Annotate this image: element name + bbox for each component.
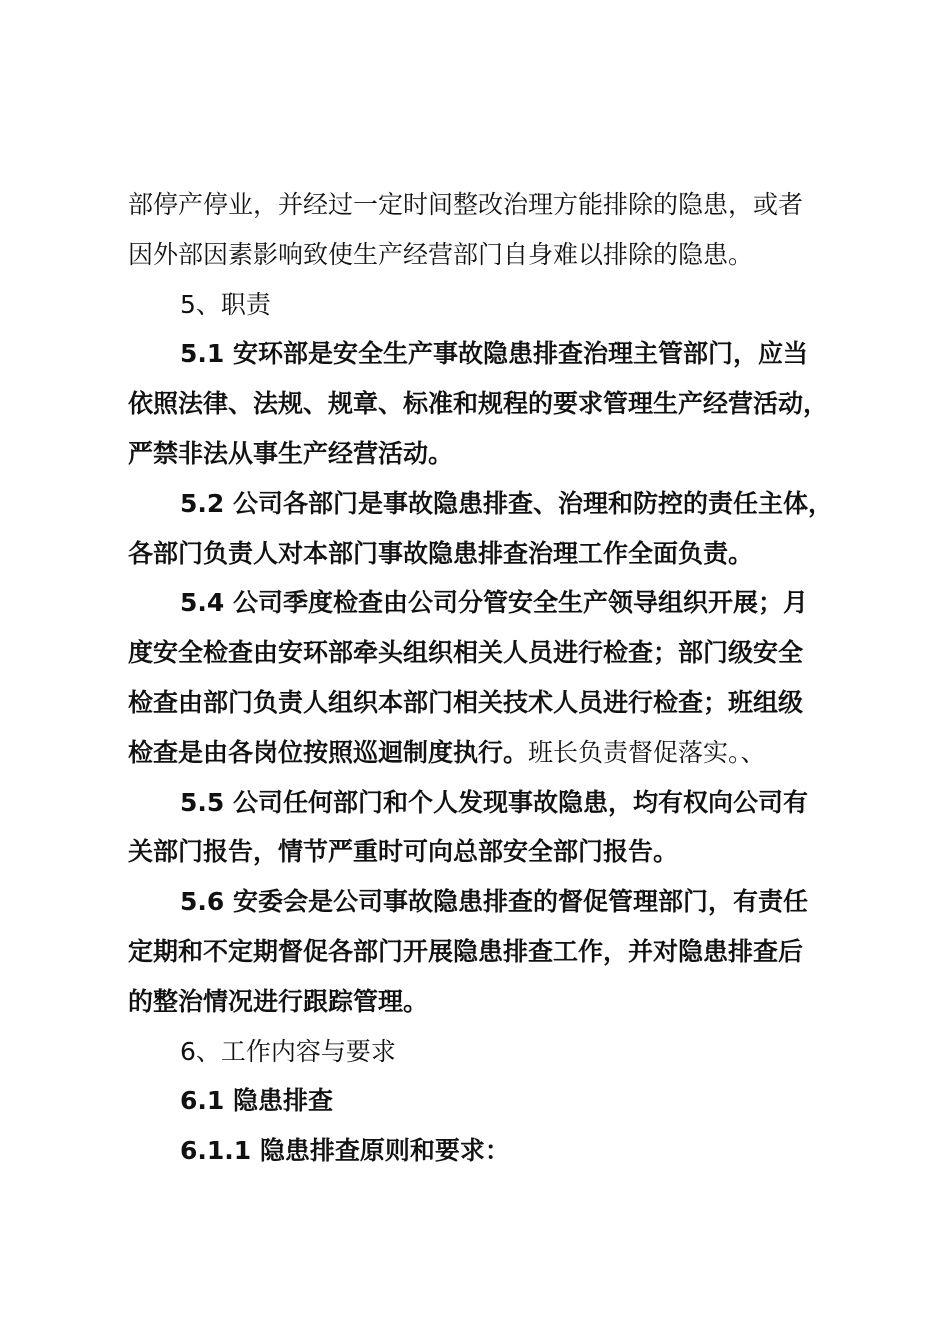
- text-line: 严禁非法从事生产经营活动。: [128, 438, 454, 468]
- text-segment-bold: 检查是由各岗位按照巡迴制度执行。: [128, 737, 529, 767]
- continuation-paragraph: [128, 180, 868, 280]
- section-heading-5: 5、职责: [180, 289, 271, 319]
- text-line: 5.1 安环部是安全生产事故隐患排查治理主管部门，应当: [180, 339, 808, 369]
- clause-5-2: [128, 479, 868, 579]
- clause-5-4: [128, 578, 868, 777]
- text-segment-normal: 班长负责督促落实。、: [528, 737, 766, 767]
- text-line: 部停产停业，并经过一定时间整改治理方能排除的隐患，或者: [128, 190, 804, 219]
- text-line: 5.4 公司季度检查由公司分管安全生产领导组织开展；月: [180, 588, 808, 618]
- clause-5-5: [128, 778, 868, 878]
- text-line: 检查由部门负责人组织本部门相关技术人员进行检查；班组级: [128, 687, 804, 717]
- text-line: 定期和不定期督促各部门开展隐患排查工作，并对隐患排查后: [128, 936, 804, 966]
- text-line: 各部门负责人对本部门事故隐患排查治理工作全面负责。: [128, 538, 754, 568]
- document-body: [128, 180, 868, 1176]
- text-line: 5.2 公司各部门是事故隐患排查、治理和防控的责任主体，: [180, 488, 833, 518]
- text-line: 依照法律、法规、规章、标准和规程的要求管理生产经营活动，: [128, 389, 829, 419]
- section-heading-6: 6、工作内容与要求: [180, 1036, 396, 1066]
- text-line: [128, 728, 868, 778]
- text-line: 因外部因素影响致使生产经营部门自身难以排除的隐患。: [128, 239, 754, 269]
- clause-5-6: [128, 877, 868, 1026]
- subsection-heading-6-1-1: 6.1.1 隐患排查原则和要求：: [180, 1136, 510, 1166]
- clause-5-1: [128, 329, 868, 478]
- subsection-heading-6-1: 6.1 隐患排查: [180, 1086, 333, 1116]
- text-line: 度安全检查由安环部牵头组织相关人员进行检查；部门级安全: [128, 638, 804, 668]
- text-line: 关部门报告，情节严重时可向总部安全部门报告。: [128, 837, 679, 867]
- text-line: 的整治情况进行跟踪管理。: [128, 986, 429, 1016]
- text-line: 5.6 安委会是公司事故隐患排查的督促管理部门，有责任: [180, 887, 808, 917]
- text-line: 5.5 公司任何部门和个人发现事故隐患，均有权向公司有: [180, 787, 808, 817]
